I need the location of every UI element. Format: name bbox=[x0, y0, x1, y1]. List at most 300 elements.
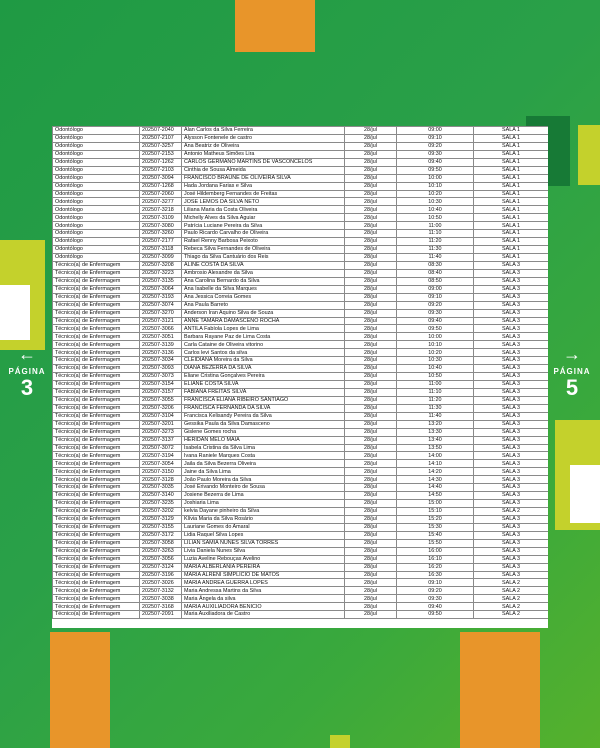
table-row bbox=[53, 238, 549, 246]
decor-white-block-right-lower bbox=[570, 465, 600, 523]
room-cell: SALA 3 bbox=[474, 500, 549, 508]
candidate-name-cell: Livia Daniela Nunes Silva bbox=[182, 547, 345, 555]
registration-cell: 202507-3055 bbox=[140, 396, 182, 404]
registration-cell: 202507-3150 bbox=[140, 468, 182, 476]
candidate-name-cell: MARIA ALRENI SIMPLICIO DE MATOS bbox=[182, 571, 345, 579]
time-cell: 09:20 bbox=[397, 142, 474, 150]
decor-white-block-left bbox=[0, 285, 30, 340]
date-cell: 28/jul bbox=[345, 190, 397, 198]
time-cell: 09:30 bbox=[397, 150, 474, 158]
date-cell: 28/jul bbox=[345, 285, 397, 293]
date-cell: 28/jul bbox=[345, 492, 397, 500]
table-row bbox=[53, 452, 549, 460]
time-cell: 11:20 bbox=[397, 238, 474, 246]
table-row bbox=[53, 158, 549, 166]
time-cell: 09:30 bbox=[397, 309, 474, 317]
candidate-name-cell: Ana Isabelle da Silva Marques bbox=[182, 285, 345, 293]
registration-cell: 202507-3124 bbox=[140, 563, 182, 571]
registration-cell: 202507-3072 bbox=[140, 444, 182, 452]
table-row bbox=[53, 285, 549, 293]
room-cell: SALA 1 bbox=[474, 158, 549, 166]
table-row bbox=[53, 595, 549, 603]
room-cell: SALA 3 bbox=[474, 404, 549, 412]
date-cell: 28/jul bbox=[345, 587, 397, 595]
role-cell: Odontólogo bbox=[53, 214, 140, 222]
date-cell: 28/jul bbox=[345, 222, 397, 230]
candidate-name-cell: José Hildemberg Fernandes de Freitas bbox=[182, 190, 345, 198]
registration-cell: 202507-3140 bbox=[140, 492, 182, 500]
time-cell: 13:40 bbox=[397, 436, 474, 444]
room-cell: SALA 1 bbox=[474, 246, 549, 254]
room-cell: SALA 2 bbox=[474, 508, 549, 516]
candidate-name-cell: Anderson Iran Aquino Silva de Souza bbox=[182, 309, 345, 317]
role-cell: Técnico(a) de Enfermagem bbox=[53, 269, 140, 277]
role-cell: Odontólogo bbox=[53, 198, 140, 206]
room-cell: SALA 3 bbox=[474, 317, 549, 325]
time-cell: 10:00 bbox=[397, 174, 474, 182]
candidate-name-cell: Ivana Raniele Marques Costa bbox=[182, 452, 345, 460]
room-cell: SALA 2 bbox=[474, 595, 549, 603]
table-row bbox=[53, 269, 549, 277]
room-cell: SALA 3 bbox=[474, 571, 549, 579]
registration-cell: 202507-3034 bbox=[140, 357, 182, 365]
table-row bbox=[53, 603, 549, 611]
time-cell: 10:30 bbox=[397, 357, 474, 365]
time-cell: 16:00 bbox=[397, 547, 474, 555]
date-cell: 28/jul bbox=[345, 396, 397, 404]
time-cell: 10:10 bbox=[397, 341, 474, 349]
time-cell: 11:10 bbox=[397, 388, 474, 396]
date-cell: 28/jul bbox=[345, 238, 397, 246]
role-cell: Técnico(a) de Enfermagem bbox=[53, 325, 140, 333]
time-cell: 11:30 bbox=[397, 404, 474, 412]
date-cell: 28/jul bbox=[345, 325, 397, 333]
time-cell: 11:40 bbox=[397, 412, 474, 420]
role-cell: Odontólogo bbox=[53, 246, 140, 254]
candidate-name-cell: Antonio Matheus Simões Lira bbox=[182, 150, 345, 158]
role-cell: Odontólogo bbox=[53, 182, 140, 190]
registration-cell: 202507-3155 bbox=[140, 523, 182, 531]
role-cell: Técnico(a) de Enfermagem bbox=[53, 373, 140, 381]
schedule-rows bbox=[53, 127, 549, 619]
role-cell: Técnico(a) de Enfermagem bbox=[53, 452, 140, 460]
table-row bbox=[53, 214, 549, 222]
role-cell: Técnico(a) de Enfermagem bbox=[53, 301, 140, 309]
role-cell: Odontólogo bbox=[53, 174, 140, 182]
registration-cell: 202507-3273 bbox=[140, 428, 182, 436]
candidate-name-cell: Gislene Gomes rocha bbox=[182, 428, 345, 436]
table-row bbox=[53, 206, 549, 214]
registration-cell: 202507-3035 bbox=[140, 484, 182, 492]
date-cell: 28/jul bbox=[345, 412, 397, 420]
time-cell: 10:50 bbox=[397, 373, 474, 381]
candidate-name-cell: Ambrosio Alexandre da Silva bbox=[182, 269, 345, 277]
next-page-label: PÁGINA bbox=[553, 367, 591, 376]
time-cell: 13:20 bbox=[397, 420, 474, 428]
table-row bbox=[53, 182, 549, 190]
registration-cell: 202507-3202 bbox=[140, 508, 182, 516]
date-cell: 28/jul bbox=[345, 277, 397, 285]
room-cell: SALA 2 bbox=[474, 579, 549, 587]
role-cell: Técnico(a) de Enfermagem bbox=[53, 484, 140, 492]
candidate-name-cell: kelvia Dayane pinheiro da Silva bbox=[182, 508, 345, 516]
candidate-name-cell: Hada Jordana Farias e Silva bbox=[182, 182, 345, 190]
role-cell: Técnico(a) de Enfermagem bbox=[53, 595, 140, 603]
time-cell: 10:50 bbox=[397, 214, 474, 222]
registration-cell: 202507-3172 bbox=[140, 531, 182, 539]
previous-page-label: PÁGINA bbox=[8, 367, 46, 376]
candidate-name-cell: Jaine da Silva Lima bbox=[182, 468, 345, 476]
time-cell: 14:50 bbox=[397, 492, 474, 500]
table-row bbox=[53, 492, 549, 500]
time-cell: 11:30 bbox=[397, 246, 474, 254]
time-cell: 15:30 bbox=[397, 523, 474, 531]
candidate-name-cell: Ana Paula Barreto bbox=[182, 301, 345, 309]
time-cell: 09:40 bbox=[397, 158, 474, 166]
time-cell: 09:20 bbox=[397, 587, 474, 595]
role-cell: Técnico(a) de Enfermagem bbox=[53, 508, 140, 516]
registration-cell: 202507-3099 bbox=[140, 254, 182, 262]
date-cell: 28/jul bbox=[345, 515, 397, 523]
candidate-name-cell: Isabela Cristina da Silva Lima bbox=[182, 444, 345, 452]
room-cell: SALA 3 bbox=[474, 492, 549, 500]
room-cell: SALA 1 bbox=[474, 190, 549, 198]
registration-cell: 202507-3136 bbox=[140, 349, 182, 357]
room-cell: SALA 1 bbox=[474, 222, 549, 230]
candidate-name-cell: FRANCISCA FERNANDA DA SILVA bbox=[182, 404, 345, 412]
registration-cell: 202507-3066 bbox=[140, 325, 182, 333]
candidate-name-cell: FRANCISCA ELIANA RIBEIRO SANTIAGO bbox=[182, 396, 345, 404]
role-cell: Técnico(a) de Enfermagem bbox=[53, 468, 140, 476]
decor-orange-block-top bbox=[235, 0, 315, 52]
date-cell: 28/jul bbox=[345, 436, 397, 444]
room-cell: SALA 3 bbox=[474, 388, 549, 396]
role-cell: Odontólogo bbox=[53, 158, 140, 166]
room-cell: SALA 3 bbox=[474, 539, 549, 547]
previous-page-link[interactable] bbox=[5, 345, 49, 400]
date-cell: 28/jul bbox=[345, 269, 397, 277]
date-cell: 28/jul bbox=[345, 206, 397, 214]
candidate-name-cell: Ana Beatriz de Oliveira bbox=[182, 142, 345, 150]
date-cell: 28/jul bbox=[345, 428, 397, 436]
time-cell: 16:20 bbox=[397, 563, 474, 571]
registration-cell: 202507-3193 bbox=[140, 293, 182, 301]
room-cell: SALA 1 bbox=[474, 166, 549, 174]
date-cell: 28/jul bbox=[345, 611, 397, 619]
time-cell: 10:20 bbox=[397, 349, 474, 357]
role-cell: Odontólogo bbox=[53, 166, 140, 174]
time-cell: 09:50 bbox=[397, 611, 474, 619]
table-row bbox=[53, 317, 549, 325]
date-cell: 28/jul bbox=[345, 230, 397, 238]
registration-cell: 202507-3196 bbox=[140, 571, 182, 579]
room-cell: SALA 3 bbox=[474, 277, 549, 285]
candidate-name-cell: Maria Ângela da silva bbox=[182, 595, 345, 603]
time-cell: 08:30 bbox=[397, 261, 474, 269]
time-cell: 11:10 bbox=[397, 230, 474, 238]
table-row bbox=[53, 404, 549, 412]
registration-cell: 202507-2091 bbox=[140, 611, 182, 619]
date-cell: 28/jul bbox=[345, 373, 397, 381]
date-cell: 28/jul bbox=[345, 134, 397, 142]
time-cell: 13:30 bbox=[397, 428, 474, 436]
table-row bbox=[53, 373, 549, 381]
table-row bbox=[53, 254, 549, 262]
table-row bbox=[53, 301, 549, 309]
room-cell: SALA 1 bbox=[474, 182, 549, 190]
time-cell: 10:00 bbox=[397, 333, 474, 341]
time-cell: 15:00 bbox=[397, 500, 474, 508]
table-row bbox=[53, 333, 549, 341]
table-row bbox=[53, 547, 549, 555]
role-cell: Odontólogo bbox=[53, 254, 140, 262]
candidate-name-cell: Alysson Fontenele de castro bbox=[182, 134, 345, 142]
candidate-name-cell: ANTILA Fabíola Lopes de Lima bbox=[182, 325, 345, 333]
table-row bbox=[53, 412, 549, 420]
table-row bbox=[53, 293, 549, 301]
candidate-name-cell: Klívia Maria da Silva Rosário bbox=[182, 515, 345, 523]
role-cell: Técnico(a) de Enfermagem bbox=[53, 523, 140, 531]
candidate-name-cell: Jaila da Silva Bezerra Oliveira bbox=[182, 460, 345, 468]
room-cell: SALA 3 bbox=[474, 269, 549, 277]
table-row bbox=[53, 460, 549, 468]
role-cell: Técnico(a) de Enfermagem bbox=[53, 476, 140, 484]
date-cell: 28/jul bbox=[345, 460, 397, 468]
table-row bbox=[53, 515, 549, 523]
room-cell: SALA 3 bbox=[474, 309, 549, 317]
date-cell: 28/jul bbox=[345, 388, 397, 396]
role-cell: Odontólogo bbox=[53, 150, 140, 158]
role-cell: Técnico(a) de Enfermagem bbox=[53, 611, 140, 619]
time-cell: 10:40 bbox=[397, 365, 474, 373]
time-cell: 09:20 bbox=[397, 301, 474, 309]
registration-cell: 202507-3263 bbox=[140, 547, 182, 555]
role-cell: Técnico(a) de Enfermagem bbox=[53, 285, 140, 293]
registration-cell: 202507-3054 bbox=[140, 460, 182, 468]
role-cell: Técnico(a) de Enfermagem bbox=[53, 365, 140, 373]
time-cell: 08:50 bbox=[397, 277, 474, 285]
time-cell: 11:40 bbox=[397, 254, 474, 262]
table-row bbox=[53, 508, 549, 516]
role-cell: Odontólogo bbox=[53, 142, 140, 150]
registration-cell: 202507-3104 bbox=[140, 412, 182, 420]
candidate-name-cell: CARLOS GERMANO MARTINS DE VASCONCELOS bbox=[182, 158, 345, 166]
registration-cell: 202507-2103 bbox=[140, 166, 182, 174]
table-row bbox=[53, 571, 549, 579]
registration-cell: 202507-3132 bbox=[140, 587, 182, 595]
candidate-name-cell: Thiago da Silva Cantuário dos Reis bbox=[182, 254, 345, 262]
candidate-name-cell: Patrícia Luciane Pereira da Silva bbox=[182, 222, 345, 230]
time-cell: 09:00 bbox=[397, 285, 474, 293]
role-cell: Técnico(a) de Enfermagem bbox=[53, 420, 140, 428]
date-cell: 28/jul bbox=[345, 595, 397, 603]
room-cell: SALA 3 bbox=[474, 373, 549, 381]
date-cell: 28/jul bbox=[345, 547, 397, 555]
candidate-name-cell: FRANCISCO BRAUNE DE OLIVEIRA SILVA bbox=[182, 174, 345, 182]
role-cell: Técnico(a) de Enfermagem bbox=[53, 317, 140, 325]
time-cell: 09:50 bbox=[397, 325, 474, 333]
registration-cell: 202507-3206 bbox=[140, 404, 182, 412]
date-cell: 28/jul bbox=[345, 365, 397, 373]
schedule-table bbox=[52, 126, 548, 619]
candidate-name-cell: DIANA BEZERRA DA SILVA bbox=[182, 365, 345, 373]
date-cell: 28/jul bbox=[345, 246, 397, 254]
time-cell: 10:10 bbox=[397, 182, 474, 190]
room-cell: SALA 3 bbox=[474, 428, 549, 436]
date-cell: 28/jul bbox=[345, 166, 397, 174]
registration-cell: 202507-3194 bbox=[140, 452, 182, 460]
registration-cell: 202507-3157 bbox=[140, 388, 182, 396]
registration-cell: 202507-3139 bbox=[140, 341, 182, 349]
room-cell: SALA 3 bbox=[474, 452, 549, 460]
role-cell: Odontólogo bbox=[53, 206, 140, 214]
role-cell: Técnico(a) de Enfermagem bbox=[53, 428, 140, 436]
role-cell: Técnico(a) de Enfermagem bbox=[53, 396, 140, 404]
date-cell: 28/jul bbox=[345, 317, 397, 325]
date-cell: 28/jul bbox=[345, 381, 397, 389]
room-cell: SALA 2 bbox=[474, 611, 549, 619]
room-cell: SALA 3 bbox=[474, 523, 549, 531]
time-cell: 13:50 bbox=[397, 444, 474, 452]
candidate-name-cell: Cinthia de Sousa Almeida bbox=[182, 166, 345, 174]
room-cell: SALA 3 bbox=[474, 333, 549, 341]
previous-page-number: 3 bbox=[20, 375, 34, 400]
role-cell: Odontólogo bbox=[53, 190, 140, 198]
next-page-link[interactable] bbox=[550, 345, 594, 400]
time-cell: 14:40 bbox=[397, 484, 474, 492]
role-cell: Técnico(a) de Enfermagem bbox=[53, 333, 140, 341]
registration-cell: 202507-2153 bbox=[140, 150, 182, 158]
registration-cell: 202507-3257 bbox=[140, 142, 182, 150]
role-cell: Técnico(a) de Enfermagem bbox=[53, 515, 140, 523]
date-cell: 28/jul bbox=[345, 333, 397, 341]
arrow-right-icon: → bbox=[563, 344, 581, 364]
date-cell: 28/jul bbox=[345, 127, 397, 135]
candidate-name-cell: HERIDAN MELO MAIA bbox=[182, 436, 345, 444]
candidate-name-cell: Luzia Aveline Rebouças Avelino bbox=[182, 555, 345, 563]
time-cell: 14:30 bbox=[397, 476, 474, 484]
registration-cell: 202507-3270 bbox=[140, 309, 182, 317]
candidate-name-cell: Carlos levi Santos da silva bbox=[182, 349, 345, 357]
time-cell: 10:20 bbox=[397, 190, 474, 198]
time-cell: 15:40 bbox=[397, 531, 474, 539]
candidate-name-cell: Eliane Cristina Gonçalves Pereira bbox=[182, 373, 345, 381]
room-cell: SALA 2 bbox=[474, 587, 549, 595]
date-cell: 28/jul bbox=[345, 476, 397, 484]
room-cell: SALA 3 bbox=[474, 301, 549, 309]
role-cell: Técnico(a) de Enfermagem bbox=[53, 500, 140, 508]
table-row bbox=[53, 166, 549, 174]
registration-cell: 202507-3137 bbox=[140, 436, 182, 444]
room-cell: SALA 1 bbox=[474, 174, 549, 182]
time-cell: 09:00 bbox=[397, 127, 474, 135]
table-row bbox=[53, 325, 549, 333]
role-cell: Técnico(a) de Enfermagem bbox=[53, 261, 140, 269]
candidate-name-cell: FABIANA FREITAS SILVA bbox=[182, 388, 345, 396]
room-cell: SALA 3 bbox=[474, 420, 549, 428]
date-cell: 28/jul bbox=[345, 452, 397, 460]
table-row bbox=[53, 357, 549, 365]
role-cell: Odontólogo bbox=[53, 230, 140, 238]
date-cell: 28/jul bbox=[345, 293, 397, 301]
room-cell: SALA 1 bbox=[474, 206, 549, 214]
time-cell: 11:00 bbox=[397, 222, 474, 230]
table-row bbox=[53, 428, 549, 436]
candidate-name-cell: Lidia Raquel Silva Lopes bbox=[182, 531, 345, 539]
date-cell: 28/jul bbox=[345, 357, 397, 365]
decor-yellow-block-bottom bbox=[330, 735, 350, 748]
table-row bbox=[53, 230, 549, 238]
role-cell: Técnico(a) de Enfermagem bbox=[53, 381, 140, 389]
room-cell: SALA 1 bbox=[474, 230, 549, 238]
candidate-name-cell: Alan Carlos da Silva Ferreira bbox=[182, 127, 345, 135]
role-cell: Técnico(a) de Enfermagem bbox=[53, 357, 140, 365]
decor-orange-block-bottom-right bbox=[460, 632, 540, 748]
registration-cell: 202507-3026 bbox=[140, 579, 182, 587]
table-row bbox=[53, 349, 549, 357]
table-row bbox=[53, 388, 549, 396]
registration-cell: 202507-3218 bbox=[140, 206, 182, 214]
candidate-name-cell: Maria Andressa Martins da Silva bbox=[182, 587, 345, 595]
time-cell: 14:10 bbox=[397, 460, 474, 468]
candidate-name-cell: João Paulo Moreira da Silva bbox=[182, 476, 345, 484]
room-cell: SALA 3 bbox=[474, 515, 549, 523]
date-cell: 28/jul bbox=[345, 301, 397, 309]
time-cell: 09:40 bbox=[397, 603, 474, 611]
role-cell: Técnico(a) de Enfermagem bbox=[53, 349, 140, 357]
room-cell: SALA 3 bbox=[474, 476, 549, 484]
role-cell: Técnico(a) de Enfermagem bbox=[53, 277, 140, 285]
time-cell: 08:40 bbox=[397, 269, 474, 277]
room-cell: SALA 3 bbox=[474, 436, 549, 444]
date-cell: 28/jul bbox=[345, 349, 397, 357]
room-cell: SALA 3 bbox=[474, 412, 549, 420]
decor-orange-block-bottom-left bbox=[50, 632, 110, 748]
table-row bbox=[53, 198, 549, 206]
registration-cell: 202507-2060 bbox=[140, 190, 182, 198]
date-cell: 28/jul bbox=[345, 309, 397, 317]
room-cell: SALA 1 bbox=[474, 150, 549, 158]
date-cell: 28/jul bbox=[345, 261, 397, 269]
date-cell: 28/jul bbox=[345, 182, 397, 190]
time-cell: 09:50 bbox=[397, 166, 474, 174]
time-cell: 09:10 bbox=[397, 293, 474, 301]
date-cell: 28/jul bbox=[345, 420, 397, 428]
schedule-sheet bbox=[52, 126, 548, 628]
candidate-name-cell: Ana Jessica Correia Gomes bbox=[182, 293, 345, 301]
registration-cell: 202507-3223 bbox=[140, 269, 182, 277]
date-cell: 28/jul bbox=[345, 571, 397, 579]
date-cell: 28/jul bbox=[345, 563, 397, 571]
candidate-name-cell: MARIA ALBERLANIA PEREIRA bbox=[182, 563, 345, 571]
date-cell: 28/jul bbox=[345, 579, 397, 587]
decor-yellow-block-right bbox=[578, 125, 600, 185]
role-cell: Técnico(a) de Enfermagem bbox=[53, 563, 140, 571]
next-page-number: 5 bbox=[565, 375, 579, 400]
table-row bbox=[53, 134, 549, 142]
table-row bbox=[53, 500, 549, 508]
table-row bbox=[53, 396, 549, 404]
registration-cell: 202507-3168 bbox=[140, 603, 182, 611]
table-row bbox=[53, 381, 549, 389]
date-cell: 28/jul bbox=[345, 254, 397, 262]
table-row bbox=[53, 436, 549, 444]
registration-cell: 202507-3093 bbox=[140, 365, 182, 373]
time-cell: 15:20 bbox=[397, 515, 474, 523]
date-cell: 28/jul bbox=[345, 444, 397, 452]
table-row bbox=[53, 587, 549, 595]
time-cell: 16:10 bbox=[397, 555, 474, 563]
